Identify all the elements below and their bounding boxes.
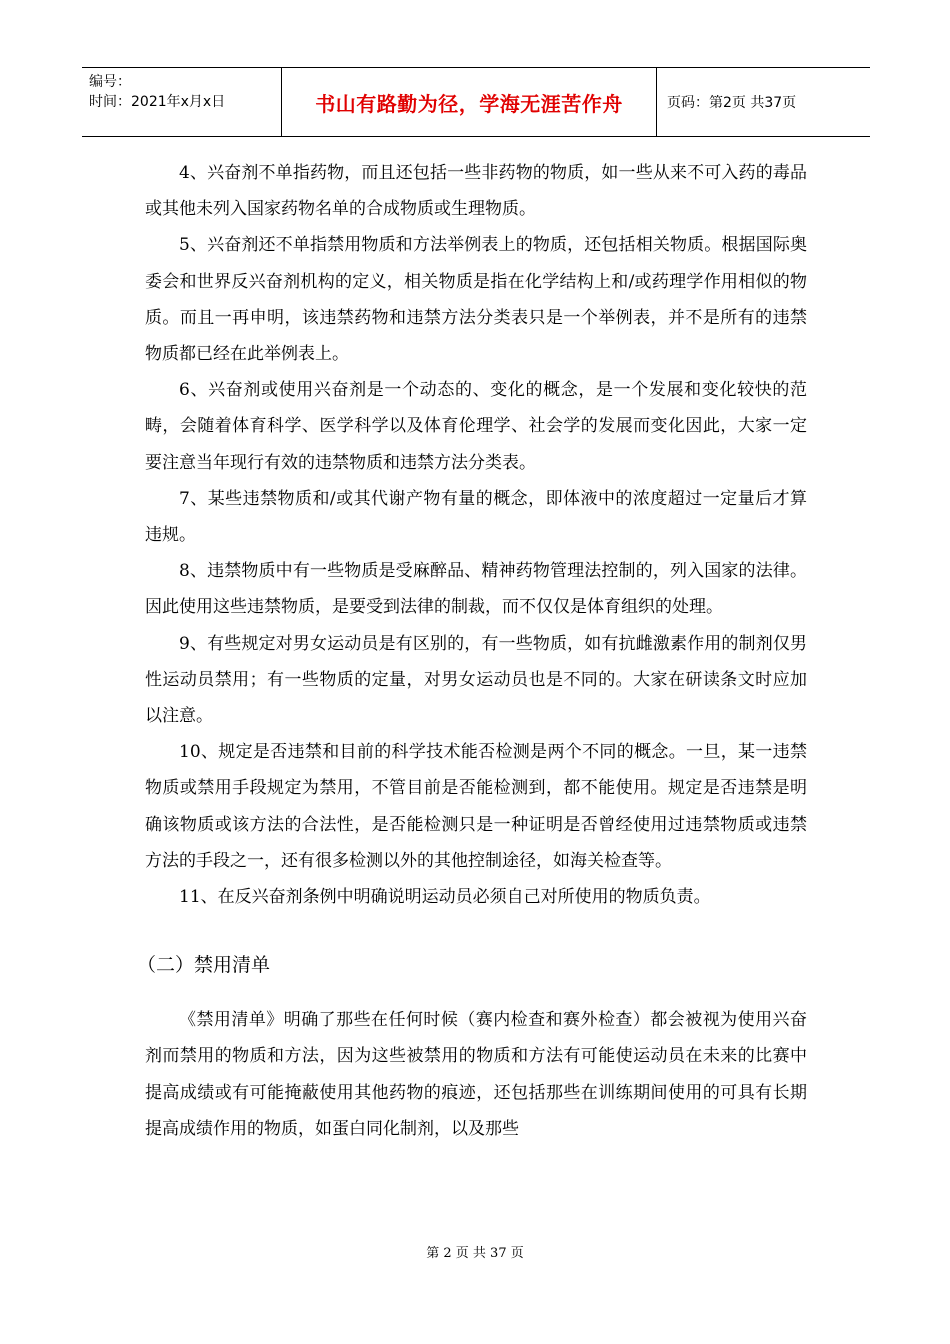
paragraph-5: 5、兴奋剂还不单指禁用物质和方法举例表上的物质，还包括相关物质。根据国际奥委会和世界反兴奋剂机构的定义，相关物质是指在化学结构上和/或药理学作用相似的物质。而且一再申明，该违禁药物和违禁方法分类表只是一个举例表，并不是所有的违禁物质都已经在此举例表上。 <box>145 235 807 365</box>
header-meta-cell <box>82 68 282 136</box>
document-time-label: 时间：2021年x月x日 <box>89 94 226 110</box>
paragraph-9: 9、有些规定对男女运动员是有区别的，有一些物质，如有抗雌激素作用的制剂仅男性运动员禁用；有一些物质的定量，对男女运动员也是不同的。大家在研读条文时应加以注意。 <box>145 633 807 727</box>
document-body <box>137 155 807 1147</box>
paragraph-4: 4、兴奋剂不单指药物，而且还包括一些非药物的物质，如一些从来不可入药的毒品或其他未列入国家药物名单的合成物质或生理物质。 <box>145 163 807 220</box>
paragraph-11: 11、在反兴奋剂条例中明确说明运动员必须自己对所使用的物质负责。 <box>179 887 711 908</box>
header-motto: 书山有路勤为径，学海无涯苦作舟 <box>282 68 657 136</box>
paragraph-8: 8、违禁物质中有一些物质是受麻醉品、精神药物管理法控制的，列入国家的法律。因此使用这些违禁物质，是要受到法律的制裁，而不仅仅是体育组织的处理。 <box>145 561 807 618</box>
section-title: （二）禁用清单 <box>137 954 271 977</box>
document-number-label: 编号： <box>89 74 131 90</box>
section-paragraph: 《禁用清单》明确了那些在任何时候（赛内检查和赛外检查）都会被视为使用兴奋剂而禁用的物质和方法，因为这些被禁用的物质和方法有可能使运动员在未来的比赛中提高成绩或有可能掩蔽使用其他药物的痕迹，还包括那些在训练期间使用的可具有长期提高成绩作用的物质，如蛋白同化制剂，以及那些 <box>145 1010 807 1139</box>
paragraph-10: 10、规定是否违禁和目前的科学技术能否检测是两个不同的概念。一旦，某一违禁物质或禁用手段规定为禁用，不管目前是否能检测到，都不能使用。规定是否违禁是明确该物质或该方法的合法性，是否能检测只是一种证明是否曾经使用过违禁物质或违禁方法的手段之一，还有很多检测以外的其他控制途径，如海关检查等。 <box>145 742 807 871</box>
page-footer: 第 2 页 共 37 页 <box>426 1246 524 1261</box>
paragraph-7: 7、某些违禁物质和/或其代谢产物有量的概念，即体液中的浓度超过一定量后才算违规。 <box>145 488 807 546</box>
header-page-info: 页码：第2页 共37页 <box>667 95 797 111</box>
page-header <box>82 67 870 137</box>
paragraph-6: 6、兴奋剂或使用兴奋剂是一个动态的、变化的概念，是一个发展和变化较快的范畴，会随着体育科学、医学科学以及体育伦理学、社会学的发展而变化因此，大家一定要注意当年现行有效的违禁物质和违禁方法分类表。 <box>145 380 807 473</box>
